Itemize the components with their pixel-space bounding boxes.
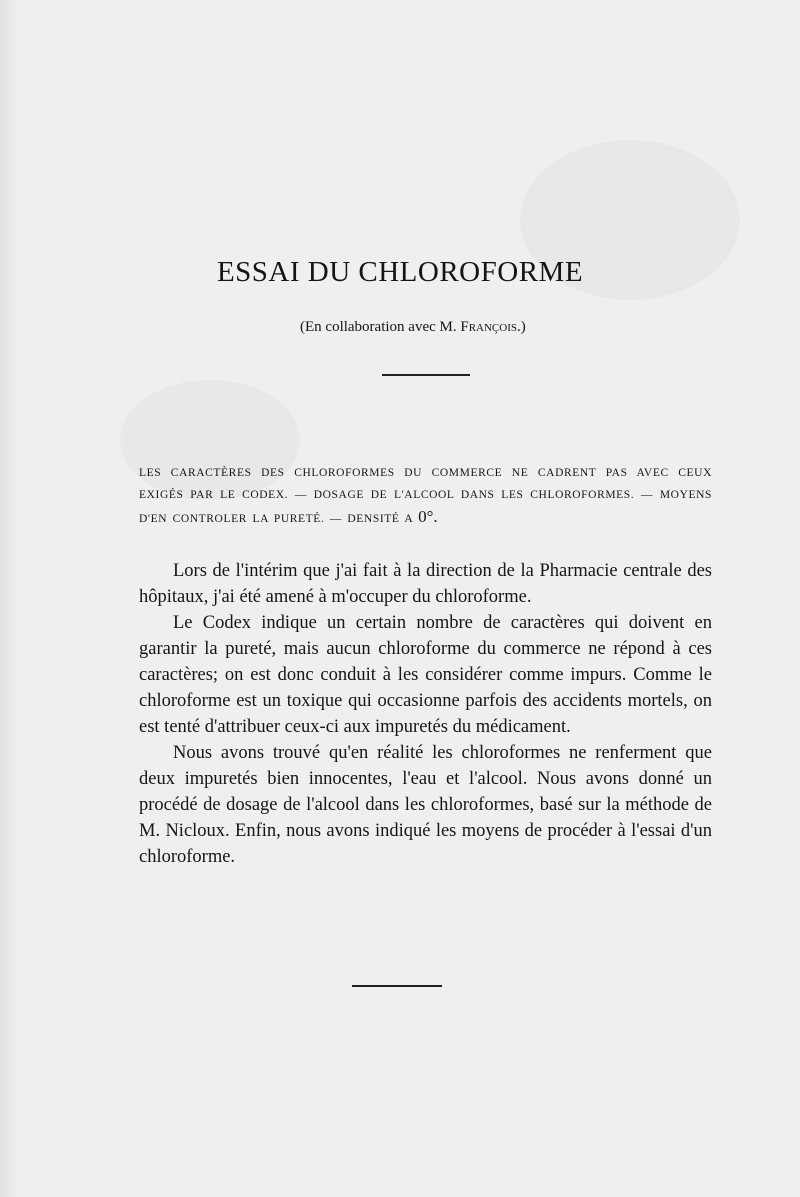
end-rule <box>352 985 442 987</box>
collaboration-note <box>300 319 526 336</box>
body-text <box>139 558 712 870</box>
collaboration-suffix: ) <box>520 319 526 335</box>
collaboration-prefix: (En collaboration avec M. <box>300 319 461 335</box>
document-title: ESSAI DU CHLOROFORME <box>216 256 584 288</box>
summary-degree: 0°. <box>418 507 438 526</box>
chapter-summary <box>139 462 712 530</box>
summary-text: LES CARACTÈRES DES CHLOROFORMES DU COMMERCE NE CADRENT PAS AVEC CEUX EXIGÉS PAR LE CODEX. — DOSAGE DE L'ALCOOL DANS LES CHLOROFORMES. — MOYENS D'EN CONTROLER LA PURETÉ. — DENSITÉ A <box>139 467 712 525</box>
paragraph: Lors de l'intérim que j'ai fait à la direction de la Pharmacie centrale des hôpitaux, j'ai été amené à m'occuper du chloroforme. <box>139 561 712 607</box>
collaborator-name: François. <box>460 319 521 335</box>
divider-rule <box>382 374 470 376</box>
paragraph: Nous avons trouvé qu'en réalité les chloroformes ne renferment que deux impuretés bien innocentes, l'eau et l'alcool. Nous avons donné un procédé de dosage de l'alcool dans les chloroformes, basé sur la méthode de M. Nicloux. Enfin, nous avons indiqué les moyens de procéder à l'essai d'un chloroforme. <box>139 743 712 867</box>
page-edge-shadow <box>0 0 18 1197</box>
paragraph: Le Codex indique un certain nombre de caractères qui doivent en garantir la pureté, mais aucun chloroforme du commerce ne répond à ces caractères; on est donc conduit à les considérer comme impurs. Comme le chloroforme est un toxique qui occasionne parfois des accidents mortels, on est tenté d'attribuer ceux-ci aux impuretés du médicament. <box>139 613 712 737</box>
